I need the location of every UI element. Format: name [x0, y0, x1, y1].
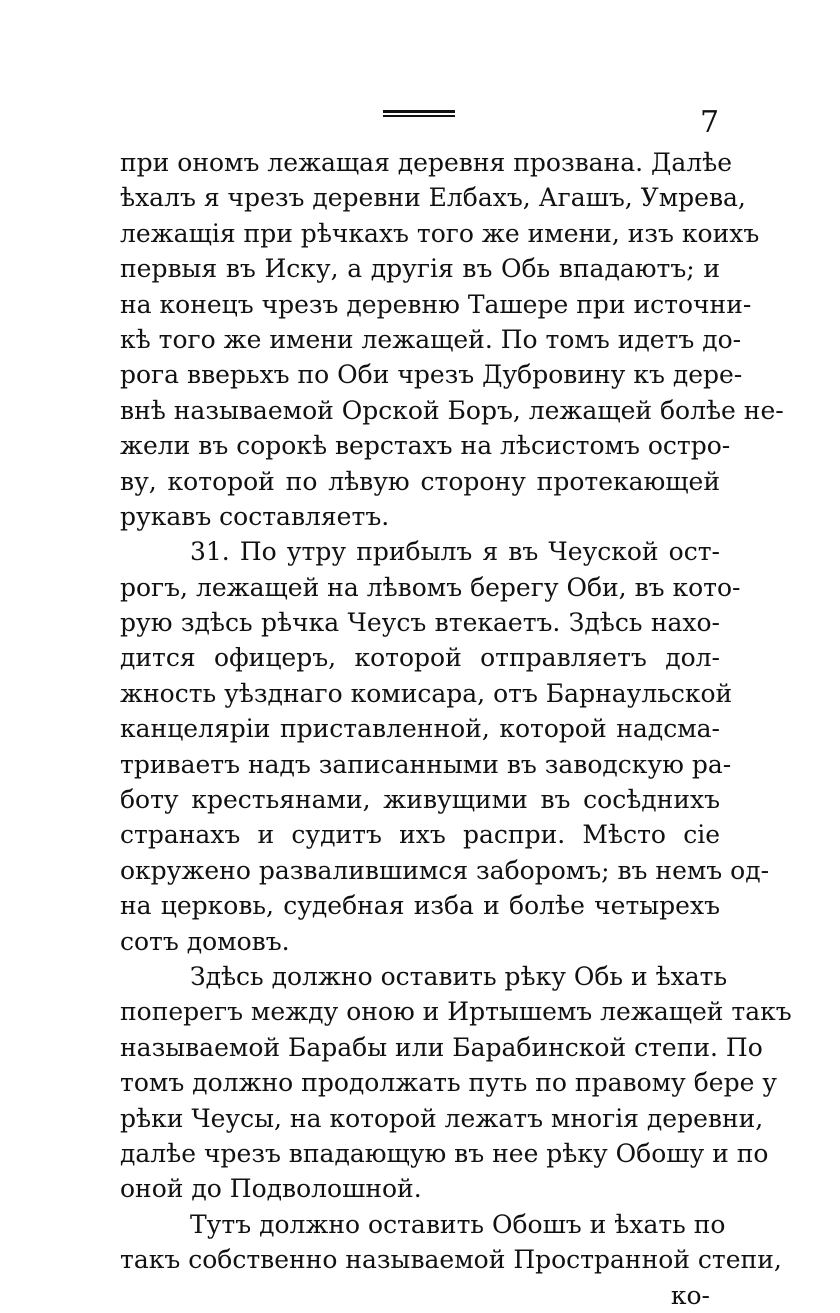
text-line: триваетъ надъ записанными въ заводскую ра-	[120, 749, 732, 779]
text-line: на церковь, судебная изба и болѣе четырехъ	[120, 891, 720, 921]
text-line: жность уѣзднаго комисара, отъ Барнаульской	[120, 678, 733, 708]
paragraph-start-line: Здѣсь должно оставить рѣку Обь и ѣхать	[190, 961, 728, 991]
catchword: ко-	[670, 1280, 710, 1310]
text-line: рога вверьхъ по Оби чрезъ Дубровину къ дере-	[120, 360, 743, 390]
text-line: сотъ домовъ.	[120, 926, 290, 956]
text-line: далѣе чрезъ впадающую въ нее рѣку Обошу и по	[120, 1138, 769, 1168]
text-line: рѣки Чеусы, на которой лежатъ многія деревни,	[120, 1103, 764, 1133]
text-line: ву, которой по лѣвую сторону протекающей	[120, 466, 720, 496]
header-rule-ornament	[383, 110, 455, 119]
text-line: первыя въ Иску, а другія въ Обь впадаютъ; и	[120, 254, 720, 284]
text-line: на конецъ чрезъ деревню Ташере при источни-	[120, 289, 752, 319]
body-text	[120, 145, 792, 1313]
header-rule-bottom-bar	[383, 115, 455, 117]
paragraph-start-line: Тутъ должно оставить Обошъ и ѣхать по	[190, 1209, 726, 1239]
text-line: кѣ того же имени лежащей. По томъ идетъ до-	[120, 324, 742, 354]
header-rule-top-bar	[383, 110, 455, 113]
text-line: ѣхалъ я чрезъ деревни Елбахъ, Агашъ, Умрева,	[120, 183, 746, 213]
text-line: поперегъ между оною и Иртышемъ лежащей такъ	[120, 997, 792, 1027]
text-line: канцеляріи приставленной, которой надсма-	[120, 714, 720, 744]
text-line: рую здѣсь рѣчка Чеусъ втекаетъ. Здѣсь нахо-	[120, 608, 720, 638]
text-line: лежащія при рѣчкахъ того же имени, изъ коихъ	[120, 218, 760, 248]
text-line: рукавъ составляетъ.	[120, 501, 390, 531]
text-line: называемой Барабы или Барабинской степи. По	[120, 1032, 763, 1062]
text-line: такъ собственно называемой Пространной степи,	[120, 1245, 782, 1275]
text-line: томъ должно продолжать путь по правому бере у	[120, 1068, 778, 1098]
text-line: жели въ сорокѣ верстахъ на лѣсистомъ остро-	[120, 431, 731, 461]
text-line: внѣ называемой Орской Боръ, лежащей болѣе не-	[120, 395, 784, 425]
paragraph-start-line: 31. По утру прибылъ я въ Чеуской ост-	[190, 537, 720, 567]
text-line: дится офицеръ, которой отправляетъ дол-	[120, 643, 720, 673]
text-line: боту крестьянами, живущими въ сосѣднихъ	[120, 785, 720, 815]
page-number: 7	[700, 105, 720, 140]
text-line: окружено развалившимся заборомъ; въ немъ од-	[120, 855, 770, 885]
text-line: оной до Подволошной.	[120, 1174, 422, 1204]
text-line: при ономъ лежащая деревня прозвана. Далѣе	[120, 148, 732, 177]
text-line: странахъ и судитъ ихъ распри. Мѣсто сіе	[120, 820, 720, 850]
text-line: рогъ, лежащей на лѣвомъ берегу Оби, въ кото-	[120, 572, 741, 602]
